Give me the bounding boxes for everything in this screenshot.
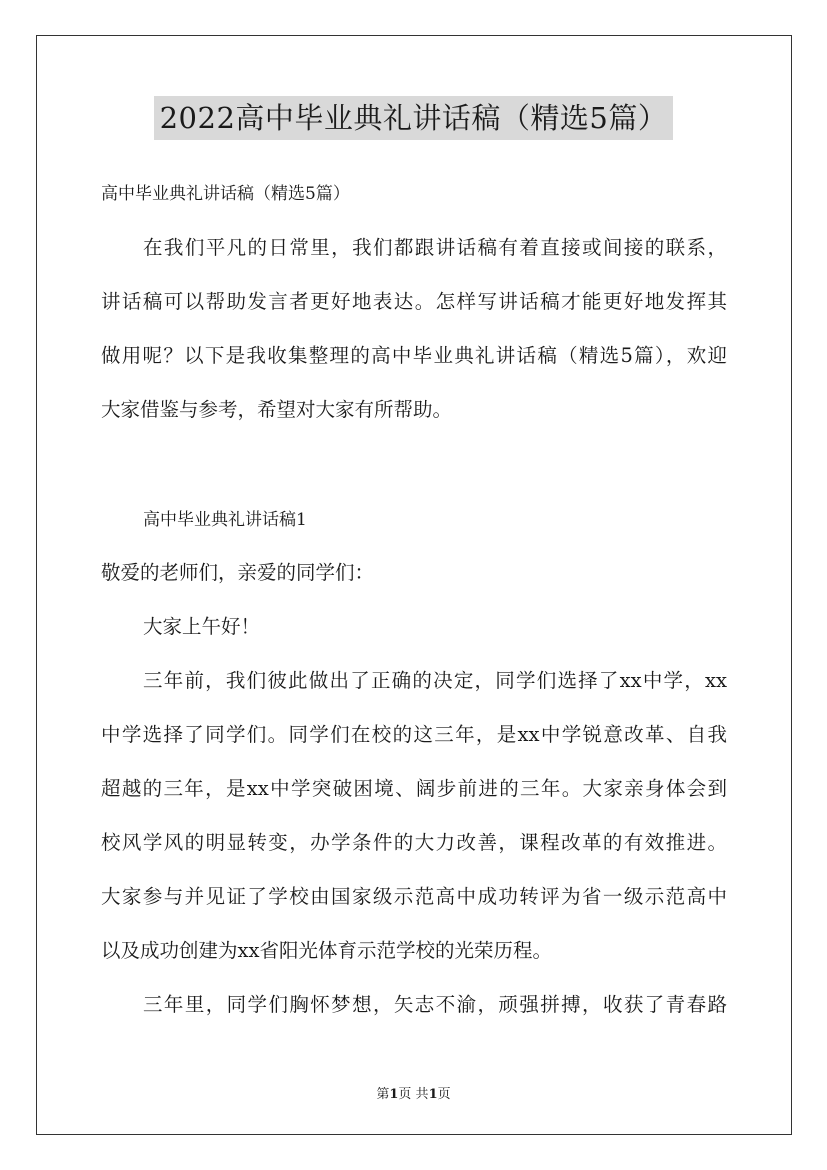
footer-suffix: 页: [437, 1087, 451, 1102]
paragraph1-line-6: 以及成功创建为xx省阳光体育示范学校的光荣历程。: [101, 939, 552, 962]
intro-line-3: 做用呢？以下是我收集整理的高中毕业典礼讲话稿（精选5篇），欢迎: [101, 344, 727, 367]
document-title: 2022高中毕业典礼讲话稿（精选5篇）: [154, 96, 674, 140]
footer-prefix: 第: [376, 1087, 390, 1102]
greeting: 大家上午好！: [143, 615, 261, 638]
paragraph1-line-2: 中学选择了同学们。同学们在校的这三年，是xx中学锐意改革、自我: [101, 723, 727, 746]
paragraph1-line-1: 三年前，我们彼此做出了正确的决定，同学们选择了xx中学，xx: [143, 669, 727, 692]
intro-line-2: 讲话稿可以帮助发言者更好地表达。怎样写讲话稿才能更好地发挥其: [101, 290, 727, 313]
salutation: 敬爱的老师们，亲爱的同学们：: [101, 561, 375, 584]
section-heading: 高中毕业典礼讲话稿1: [143, 510, 307, 530]
intro-line-1: 在我们平凡的日常里，我们都跟讲话稿有着直接或间接的联系，: [143, 236, 727, 259]
footer-page-total: 1: [428, 1087, 438, 1102]
paragraph2-line-1: 三年里，同学们胸怀梦想，矢志不渝，顽强拼搏，收获了青春路: [143, 993, 727, 1016]
footer-page-number: 1: [389, 1087, 399, 1102]
paragraph1-line-3: 超越的三年，是xx中学突破困境、阔步前进的三年。大家亲身体会到: [101, 777, 727, 800]
title-wrap: [0, 96, 827, 140]
page-footer: [0, 1083, 827, 1102]
paragraph1-line-5: 大家参与并见证了学校由国家级示范高中成功转评为省一级示范高中: [101, 885, 727, 908]
footer-mid: 页 共: [398, 1087, 429, 1102]
intro-line-4: 大家借鉴与参考，希望对大家有所帮助。: [101, 398, 453, 421]
subtitle: 高中毕业典礼讲话稿（精选5篇）: [101, 184, 350, 204]
paragraph1-line-4: 校风学风的明显转变，办学条件的大力改善，课程改革的有效推进。: [101, 831, 727, 854]
